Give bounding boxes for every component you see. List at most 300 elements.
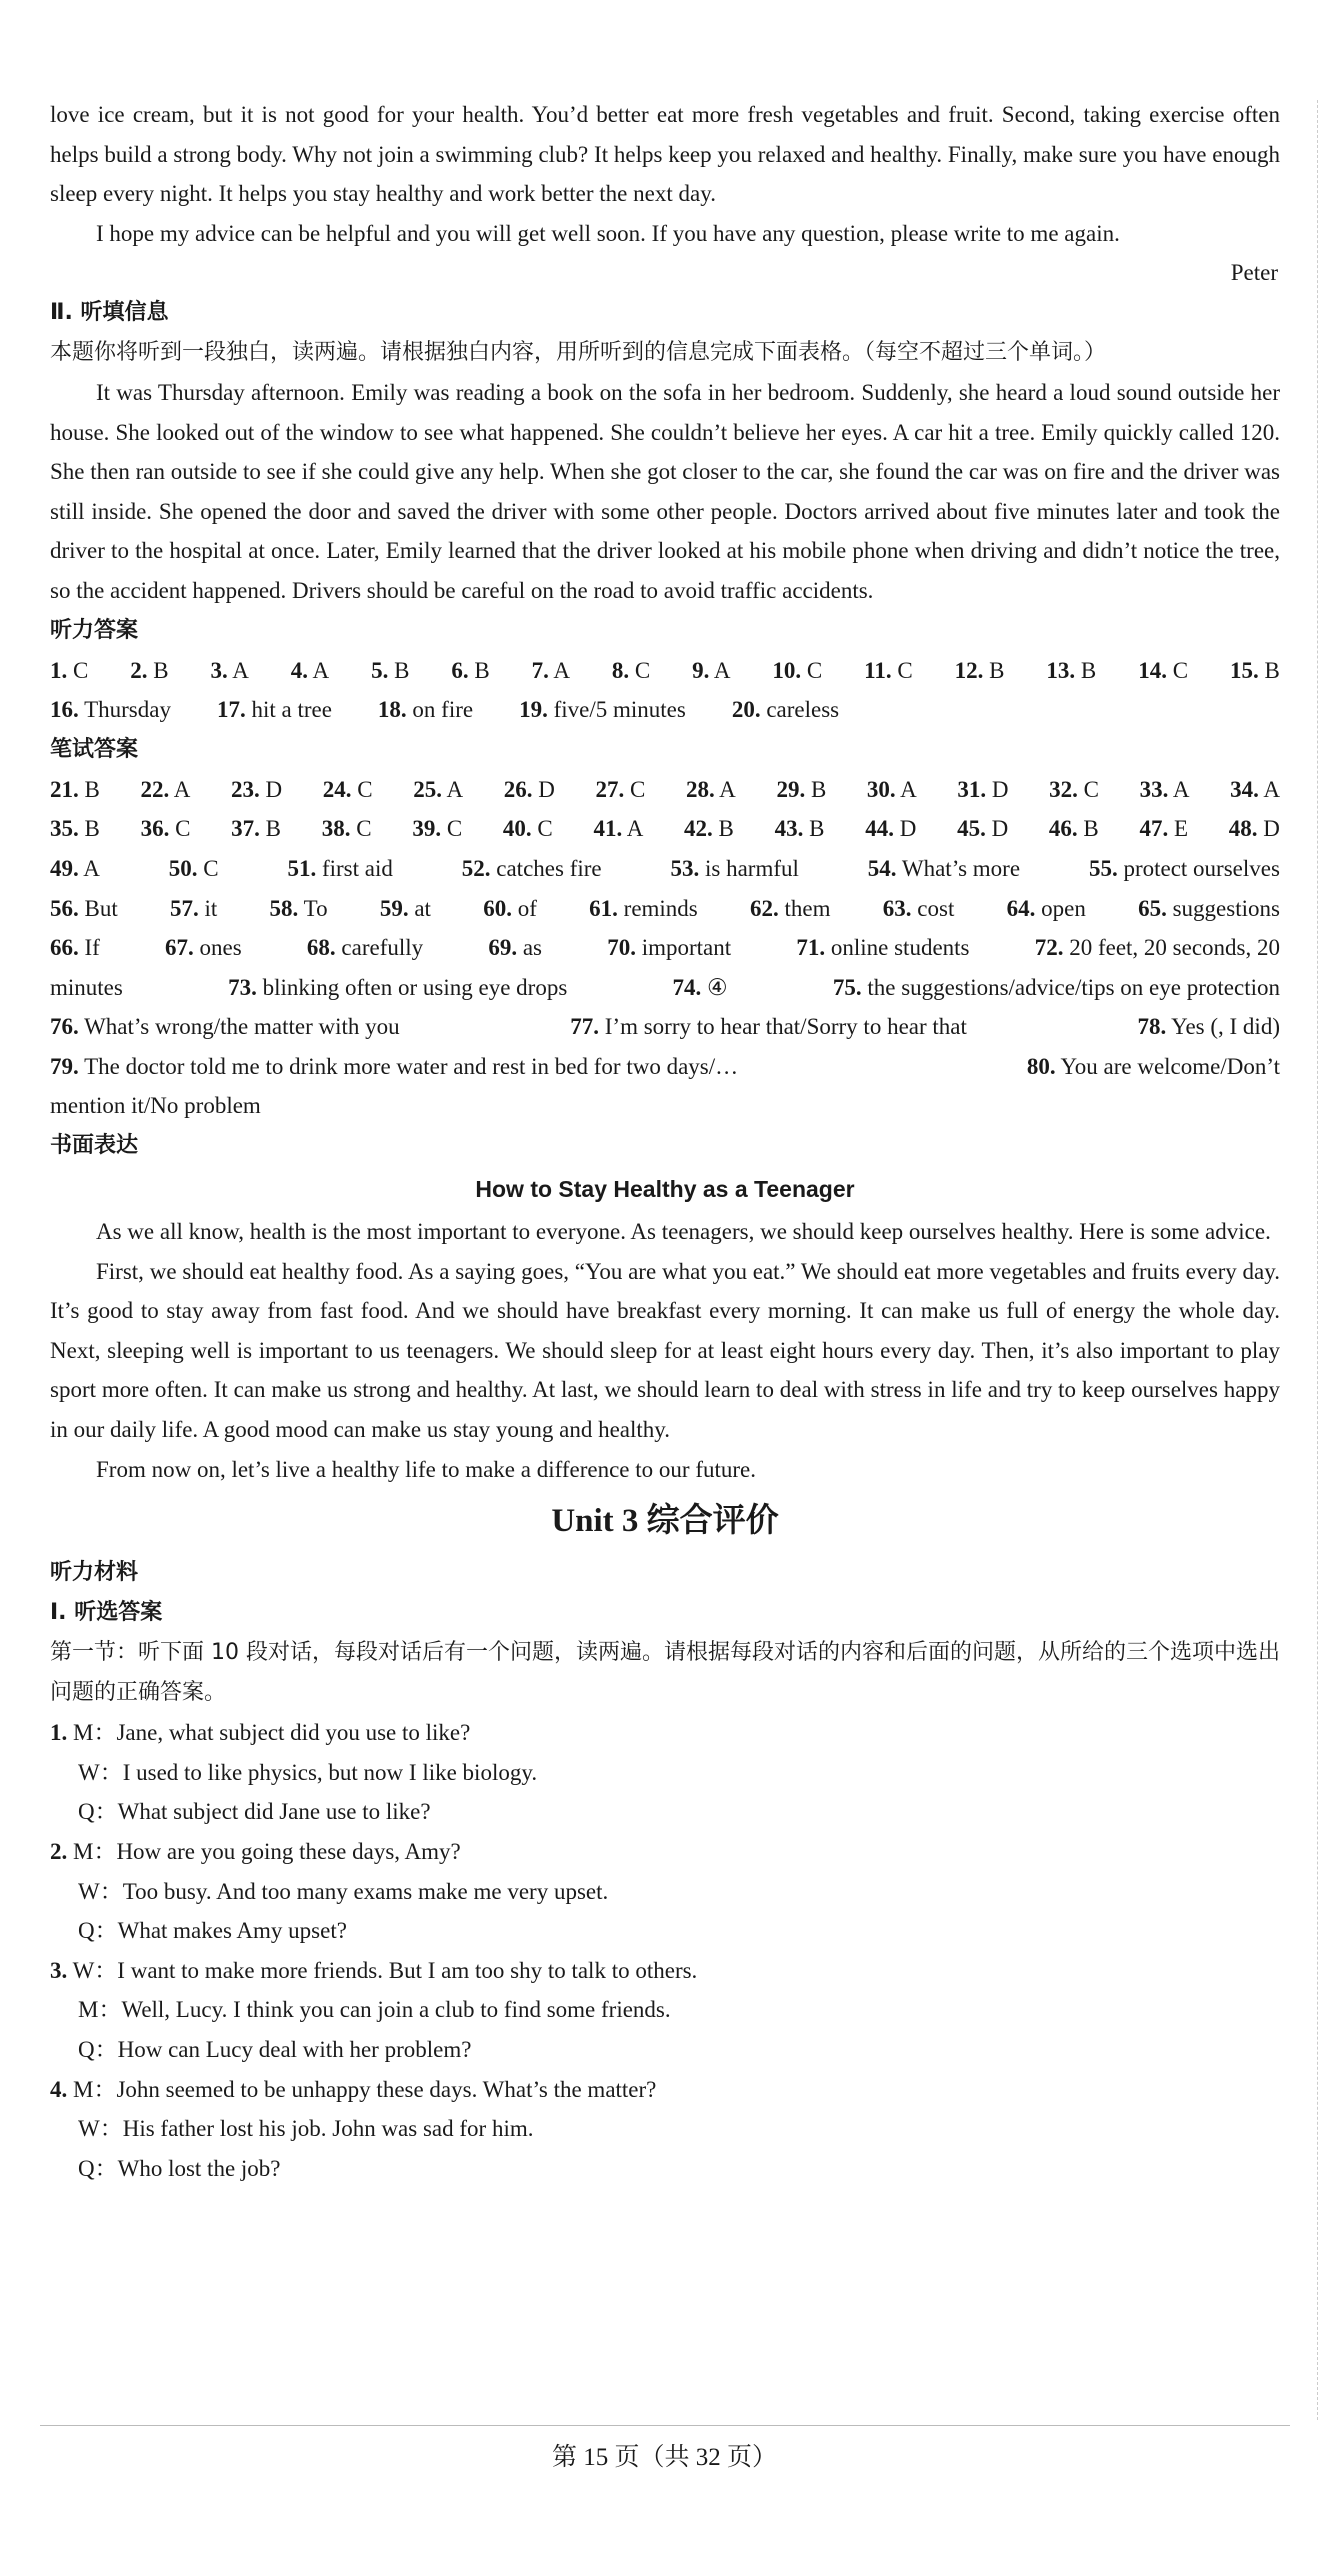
answer-item — [1007, 889, 1086, 929]
answer-value: B — [1075, 657, 1097, 683]
dialogue-text: M：John seemed to be unhappy these days. What’s the matter? — [73, 2076, 657, 2102]
answer-value: B — [388, 657, 410, 683]
answer-number: 43. — [774, 816, 804, 842]
answer-value: A — [895, 776, 917, 802]
answer-value: open — [1035, 895, 1086, 921]
answer-value: D — [893, 816, 917, 842]
answer-number: 72. — [1034, 935, 1064, 961]
answer-value: them — [778, 895, 831, 921]
letter-signature: Peter — [1230, 260, 1278, 286]
answer-number: 65. — [1138, 895, 1167, 921]
answer-item — [211, 651, 249, 691]
answer-value: ④ — [701, 974, 728, 1000]
answer-item — [217, 690, 332, 730]
answer-value: What’s more — [896, 855, 1021, 881]
answer-value: as — [517, 935, 543, 961]
answer-row — [50, 1007, 1280, 1047]
answer-number: 1. — [50, 657, 68, 683]
answer-number: 23. — [230, 776, 260, 802]
answer-value: protect ourselves — [1117, 855, 1280, 881]
answer-number: 6. — [451, 657, 469, 683]
answer-number: 70. — [607, 935, 636, 961]
dialogue-list — [50, 1713, 1280, 2188]
answer-value: A — [227, 657, 249, 683]
dialogue-text: W：I want to make more friends. But I am too shy to talk to others. — [72, 1957, 698, 1983]
listening-answers-heading: 听力答案 — [50, 617, 139, 643]
answer-number: 66. — [50, 935, 79, 961]
answer-number: 61. — [589, 895, 618, 921]
answer-value: catches fire — [490, 855, 602, 881]
answer-value: C — [801, 657, 823, 683]
answer-value: online students — [825, 935, 970, 961]
answer-item — [50, 1007, 400, 1047]
answer-value: I’m sorry to hear that/Sorry to hear that — [599, 1014, 967, 1040]
answer-number: 24. — [322, 776, 352, 802]
answer-number: 59. — [379, 895, 409, 921]
answer-value: C — [1166, 657, 1189, 683]
answer-value: A — [1168, 776, 1190, 802]
dialogue-text: M：Well, Lucy. I think you can join a club to find some friends. — [78, 1997, 671, 2023]
answer-value: reminds — [617, 895, 698, 921]
answer-item — [1035, 928, 1280, 968]
dialogue-line — [50, 2030, 1280, 2070]
answer-value: C — [351, 776, 373, 802]
answer-item — [867, 770, 917, 810]
answer-value: C — [197, 855, 219, 881]
answer-number: 7. — [531, 657, 549, 683]
answer-number: 28. — [685, 776, 715, 802]
answer-row — [50, 651, 1280, 691]
dialogue-text: Q：How can Lucy deal with her problem? — [78, 2036, 472, 2062]
dialogue-text: M：How are you going these days, Amy? — [73, 1839, 461, 1864]
answer-number: 79. — [50, 1053, 79, 1079]
answer-number: 60. — [483, 895, 512, 921]
answer-number: 34. — [1230, 776, 1259, 802]
answer-number: 36. — [140, 816, 170, 842]
answer-number: 56. — [50, 895, 79, 921]
answer-item — [50, 651, 88, 691]
answer-value: first aid — [316, 855, 393, 881]
answer-item — [231, 770, 282, 810]
answer-number: 21. — [50, 776, 79, 802]
answer-number: 38. — [321, 816, 351, 842]
answer-item — [519, 690, 686, 730]
answer-item — [1138, 889, 1280, 929]
essay-paragraph-2: First, we should eat healthy food. As a saying goes, “You are what you eat.” We should eat more vegetables and fruits every day. It’s good to stay away from fast food. And we should have breakfast every morning. It can make us full of energy the whole day. Next, sleeping well is important to us teenagers. We should sleep for at least eight hours every day. Then, it’s also important to play sport more often. It can make us strong and healthy. At last, we should learn to deal with stress in life and try to keep ourselves happy in our daily life. A good mood can make us stay young and healthy. — [50, 1258, 1280, 1443]
answer-number: 4. — [290, 657, 309, 683]
answer-value: D — [1257, 816, 1280, 842]
answer-value: five/5 minutes — [547, 697, 686, 723]
answer-value: But — [78, 895, 118, 921]
answer-value: A — [714, 776, 736, 802]
answer-number: 30. — [866, 776, 896, 802]
answer-item — [291, 651, 329, 691]
listening-choice-heading: Ⅰ. 听选答案 — [50, 1600, 163, 1626]
answer-value: Yes (, I did) — [1166, 1014, 1280, 1040]
answer-value: is harmful — [699, 855, 799, 881]
answer-item — [671, 849, 799, 889]
answer-item — [776, 770, 826, 810]
answer-number: 39. — [412, 816, 442, 842]
answer-value: A — [441, 776, 464, 802]
essay-paragraph-3: From now on, let’s live a healthy life to make a difference to our future. — [96, 1456, 756, 1482]
answer-row — [50, 809, 1280, 849]
answer-item — [462, 849, 602, 889]
dialogue-line — [50, 1911, 1280, 1951]
answer-item — [589, 889, 698, 929]
dialogue-text: W：His father lost his job. John was sad for him. — [78, 2116, 534, 2142]
answer-row — [50, 690, 1280, 730]
dialogue-line — [50, 1872, 1280, 1912]
dialogue-number: 2. — [50, 1839, 68, 1864]
answer-item — [593, 809, 643, 849]
answer-value: B — [78, 776, 100, 802]
answer-value: careless — [760, 697, 840, 723]
answer-item — [231, 809, 281, 849]
answer-value: A — [78, 855, 100, 881]
answer-number: 75. — [832, 974, 862, 1000]
dialogue-number: 4. — [50, 2076, 68, 2102]
dialogue-text: W：I used to like physics, but now I like biology. — [78, 1759, 538, 1785]
answer-value: A — [169, 776, 191, 802]
answer-row — [50, 849, 1280, 889]
answer-item — [371, 651, 409, 691]
answer-number: 47. — [1139, 816, 1169, 842]
dialogue-number: 1. — [50, 1720, 68, 1746]
answer-number: 57. — [170, 895, 199, 921]
answer-item — [1089, 849, 1280, 889]
answer-item — [380, 889, 431, 929]
answer-value: cost — [911, 895, 955, 921]
answer-number: 76. — [50, 1014, 79, 1040]
answer-item — [570, 1007, 967, 1047]
answer-item — [750, 889, 831, 929]
page-footer: 第 15 页（共 32 页） — [551, 2444, 777, 2471]
answer-value: carefully — [335, 935, 424, 961]
answer-item — [1230, 770, 1280, 810]
answer-item — [228, 968, 567, 1008]
answer-number: 49. — [50, 855, 79, 881]
answer-value: C — [350, 816, 372, 842]
answer-item — [692, 651, 730, 691]
section-instructions: 本题你将听到一段独白，读两遍。请根据独白内容，用所听到的信息完成下面表格。（每空不超过三个单词。） — [50, 339, 1107, 365]
answer-item — [673, 968, 728, 1008]
answer-item — [50, 809, 100, 849]
answer-item — [170, 889, 217, 929]
answer-item — [796, 928, 969, 968]
dialogue-first-line — [50, 1832, 1280, 1872]
dialogue-text: Q：What subject did Jane use to like? — [78, 1799, 431, 1825]
answer-row — [50, 928, 1280, 968]
answer-value: What’s wrong/the matter with you — [78, 1014, 400, 1040]
answer-value: hit a tree — [245, 697, 332, 723]
answer-value: at — [408, 895, 431, 921]
answer-item — [1229, 809, 1280, 849]
dialogue-first-line — [50, 2070, 1280, 2110]
letter-paragraph-2: I hope my advice can be helpful and you will get well soon. If you have any question, please write to me again. — [96, 220, 1120, 246]
answer-number: 51. — [287, 855, 317, 881]
unit-title: Unit 3 综合评价 — [551, 1503, 779, 1540]
answer-value: A — [709, 657, 731, 683]
answer-number: 58. — [269, 895, 299, 921]
answer-value: B — [147, 657, 169, 683]
answer-value: ones — [193, 935, 242, 961]
answer-value: C — [624, 776, 646, 802]
monologue-text: It was Thursday afternoon. Emily was reading a book on the sofa in her bedroom. Suddenly, she heard a loud sound outside her house. She looked out of the window to see what happened. She couldn’t believe her eyes. A car hit a tree. Emily quickly called 120. She then ran outside to see if she could give any help. When she got closer to the car, she found the car was on fire and the driver was still inside. She opened the door and saved the driver with some other people. Doctors arrived about five minutes later and took the driver to the hospital at once. Later, Emily learned that the driver looked at his mobile phone when driving and didn’t notice the tree, so the accident happened. Drivers should be careful on the road to avoid traffic accidents. — [50, 379, 1280, 603]
answer-item — [532, 651, 570, 691]
answer-item — [141, 809, 191, 849]
answer-value: A — [622, 816, 644, 842]
answer-item — [323, 770, 373, 810]
dialogue-line — [50, 2109, 1280, 2149]
answer-value: 20 feet, 20 seconds, 20 — [1063, 935, 1280, 961]
listening-materials-heading: 听力材料 — [50, 1560, 139, 1586]
answer-number: 18. — [377, 697, 407, 723]
dialogue-text: Q：What makes Amy upset? — [78, 1918, 347, 1944]
answer-item — [130, 651, 168, 691]
answer-number: 52. — [461, 855, 491, 881]
answer-value: B — [78, 816, 100, 842]
answer-item — [1140, 809, 1189, 849]
answer-value: of — [511, 895, 537, 921]
answer-number: 32. — [1049, 776, 1078, 802]
answer-number: 29. — [776, 776, 806, 802]
answer-item — [270, 889, 328, 929]
answer-item — [864, 651, 913, 691]
answer-item — [412, 809, 462, 849]
answer-item — [50, 1047, 738, 1087]
answer-item — [50, 889, 118, 929]
answer-number: 2. — [130, 657, 148, 683]
answer-number: 42. — [684, 816, 713, 842]
dialogue-line — [50, 2149, 1280, 2189]
answer-number: 14. — [1138, 657, 1167, 683]
answer-number: 35. — [50, 816, 79, 842]
answer-value: C — [531, 816, 553, 842]
listening-choice-instructions: 第一节：听下面 10 段对话，每段对话后有一个问题，读两遍。请根据每段对话的内容和后面的问题，从所给的三个选项中选出问题的正确答案。 — [50, 1640, 1280, 1706]
answer-item — [1049, 809, 1099, 849]
answer-number: 9. — [692, 657, 710, 683]
dialogue-line — [50, 1792, 1280, 1832]
answer-item — [686, 770, 736, 810]
page-content — [50, 95, 1280, 2188]
essay-title: How to Stay Healthy as a Teenager — [475, 1176, 855, 1203]
answer-item — [50, 690, 171, 730]
answer-value: To — [298, 895, 328, 921]
essay-paragraph-1: As we all know, health is the most important to everyone. As teenagers, we should keep ourselves healthy. Here is some advice. — [96, 1219, 1271, 1245]
answer-value: C — [629, 657, 651, 683]
answer-number: 12. — [954, 657, 984, 683]
dialogue-number: 3. — [50, 1957, 68, 1983]
answer-number: 5. — [371, 657, 389, 683]
answer-number: 8. — [611, 657, 630, 683]
answer-value: D — [985, 816, 1009, 842]
dialogue-line — [50, 1753, 1280, 1793]
answer-item — [483, 889, 537, 929]
answer-item — [1140, 770, 1190, 810]
answer-row — [50, 968, 1280, 1008]
answer-item — [50, 770, 100, 810]
answer-number: 71. — [796, 935, 826, 961]
answer-item — [868, 849, 1020, 889]
answer-item — [955, 651, 1005, 691]
answer-number: 45. — [957, 816, 986, 842]
answer-value: suggestions — [1166, 895, 1280, 921]
answer-item — [50, 928, 100, 968]
answer-number: 67. — [165, 935, 194, 961]
answer-value: on fire — [406, 697, 474, 723]
answer-number: 40. — [502, 816, 532, 842]
answer-number: 55. — [1088, 855, 1118, 881]
answer-value: B — [983, 657, 1005, 683]
dialogue-text: M：Jane, what subject did you use to like? — [73, 1720, 471, 1746]
answer-item — [307, 928, 423, 968]
answer-number: 3. — [210, 657, 228, 683]
answer-item — [451, 651, 489, 691]
answer-item — [1138, 651, 1188, 691]
letter-paragraph-1: love ice cream, but it is not good for your health. You’d better eat more fresh vegetables and fruit. Second, taking exercise often helps build a strong body. Why not join a swimming club? It helps keep you relaxed and healthy. Finally, make sure you have enough sleep every night. It helps you stay healthy and work better the next day. — [50, 102, 1280, 207]
answer-value: Thursday — [78, 697, 171, 723]
written-answers-heading: 笔试答案 — [50, 736, 139, 762]
answer-value: B — [1077, 816, 1099, 842]
answer-value: A — [548, 657, 570, 683]
dialogue-text: W：Too busy. And too many exams make me very upset. — [78, 1878, 609, 1904]
answer-value: B — [259, 816, 281, 842]
answer-item — [607, 928, 731, 968]
answer-item — [957, 809, 1008, 849]
answer-number: 11. — [864, 657, 892, 683]
answer-value: B — [803, 816, 825, 842]
answer-value: important — [635, 935, 732, 961]
answer-row — [50, 889, 1280, 929]
writing-heading: 书面表达 — [50, 1133, 139, 1159]
answer-value: the suggestions/advice/tips on eye protection — [861, 974, 1280, 1000]
answer-number: 22. — [140, 776, 170, 802]
answer-item — [378, 690, 473, 730]
answer-number: 80. — [1026, 1053, 1056, 1079]
answer-item — [1027, 1047, 1280, 1087]
answer-row-continuation: mention it/No problem — [50, 1093, 261, 1119]
answer-item — [612, 651, 650, 691]
answer-value: B — [712, 816, 734, 842]
answer-number: 48. — [1228, 816, 1258, 842]
answer-item — [595, 770, 645, 810]
answer-item — [865, 809, 916, 849]
answer-item — [503, 809, 553, 849]
footer-divider — [40, 2425, 1290, 2426]
answer-item — [775, 809, 825, 849]
answer-value: C — [67, 657, 89, 683]
answer-number: 13. — [1046, 657, 1076, 683]
answer-number: 20. — [731, 697, 761, 723]
answer-value: D — [986, 776, 1009, 802]
dialogue-first-line — [50, 1951, 1280, 1991]
answer-number: 74. — [672, 974, 702, 1000]
answer-item — [732, 690, 839, 730]
answer-number: 31. — [957, 776, 987, 802]
answer-value: B — [468, 657, 490, 683]
answer-value: D — [259, 776, 283, 802]
answer-item — [504, 770, 555, 810]
answer-value: If — [78, 935, 100, 961]
answer-number: 54. — [867, 855, 897, 881]
answer-item — [957, 770, 1008, 810]
answer-item — [1049, 770, 1099, 810]
answer-item — [772, 651, 822, 691]
answer-number: 73. — [228, 974, 257, 1000]
answer-number: 69. — [488, 935, 518, 961]
answer-value: D — [532, 776, 555, 802]
answer-item — [488, 928, 542, 968]
answer-row — [50, 770, 1280, 810]
answer-item — [1230, 651, 1280, 691]
answer-number: 41. — [593, 816, 623, 842]
answer-number: 16. — [50, 697, 79, 723]
answer-number: 27. — [595, 776, 625, 802]
answer-number: 77. — [570, 1014, 599, 1040]
answer-value: C — [169, 816, 191, 842]
dialogue-text: Q：Who lost the job? — [78, 2155, 281, 2181]
answer-item — [413, 770, 463, 810]
answer-item — [165, 928, 242, 968]
answer-value: B — [805, 776, 827, 802]
answer-number: 64. — [1006, 895, 1036, 921]
answer-number: 19. — [519, 697, 548, 723]
answer-number: 62. — [750, 895, 779, 921]
answer-value: The doctor told me to drink more water and rest in bed for two days/… — [78, 1053, 739, 1079]
answer-value: it — [198, 895, 218, 921]
answer-number: 46. — [1048, 816, 1078, 842]
answer-number: 50. — [168, 855, 198, 881]
answer-value: blinking often or using eye drops — [256, 974, 568, 1000]
answer-item — [1046, 651, 1096, 691]
page-edge-line — [1317, 100, 1319, 2420]
answer-number: 17. — [216, 697, 246, 723]
answer-item — [50, 849, 100, 889]
answer-item — [883, 889, 955, 929]
answer-item — [169, 849, 219, 889]
answer-value: minutes — [50, 974, 123, 1000]
dialogue-first-line — [50, 1713, 1280, 1753]
answer-number: 25. — [413, 776, 442, 802]
answer-item — [684, 809, 734, 849]
answer-item — [833, 968, 1280, 1008]
answer-number: 33. — [1139, 776, 1169, 802]
answer-number: 63. — [882, 895, 912, 921]
answer-item — [1138, 1007, 1280, 1047]
dialogue-line — [50, 1990, 1280, 2030]
answer-number: 44. — [865, 816, 894, 842]
answer-value: You are welcome/Don’t — [1055, 1053, 1280, 1079]
answer-value: A — [1258, 776, 1280, 802]
answer-item — [287, 849, 392, 889]
answer-value: A — [308, 657, 330, 683]
answer-item — [322, 809, 372, 849]
answer-item — [50, 968, 123, 1008]
answer-value: C — [891, 657, 913, 683]
answer-number: 37. — [231, 816, 260, 842]
answer-number: 53. — [670, 855, 700, 881]
answer-value: E — [1168, 816, 1189, 842]
answer-item — [140, 770, 190, 810]
section-heading-listening-fill: Ⅱ. 听填信息 — [50, 299, 169, 325]
answer-number: 78. — [1137, 1014, 1167, 1040]
answer-number: 15. — [1229, 657, 1259, 683]
answer-value: C — [1077, 776, 1100, 802]
answer-value: C — [441, 816, 463, 842]
answer-value: B — [1258, 657, 1280, 683]
answer-number: 26. — [503, 776, 533, 802]
